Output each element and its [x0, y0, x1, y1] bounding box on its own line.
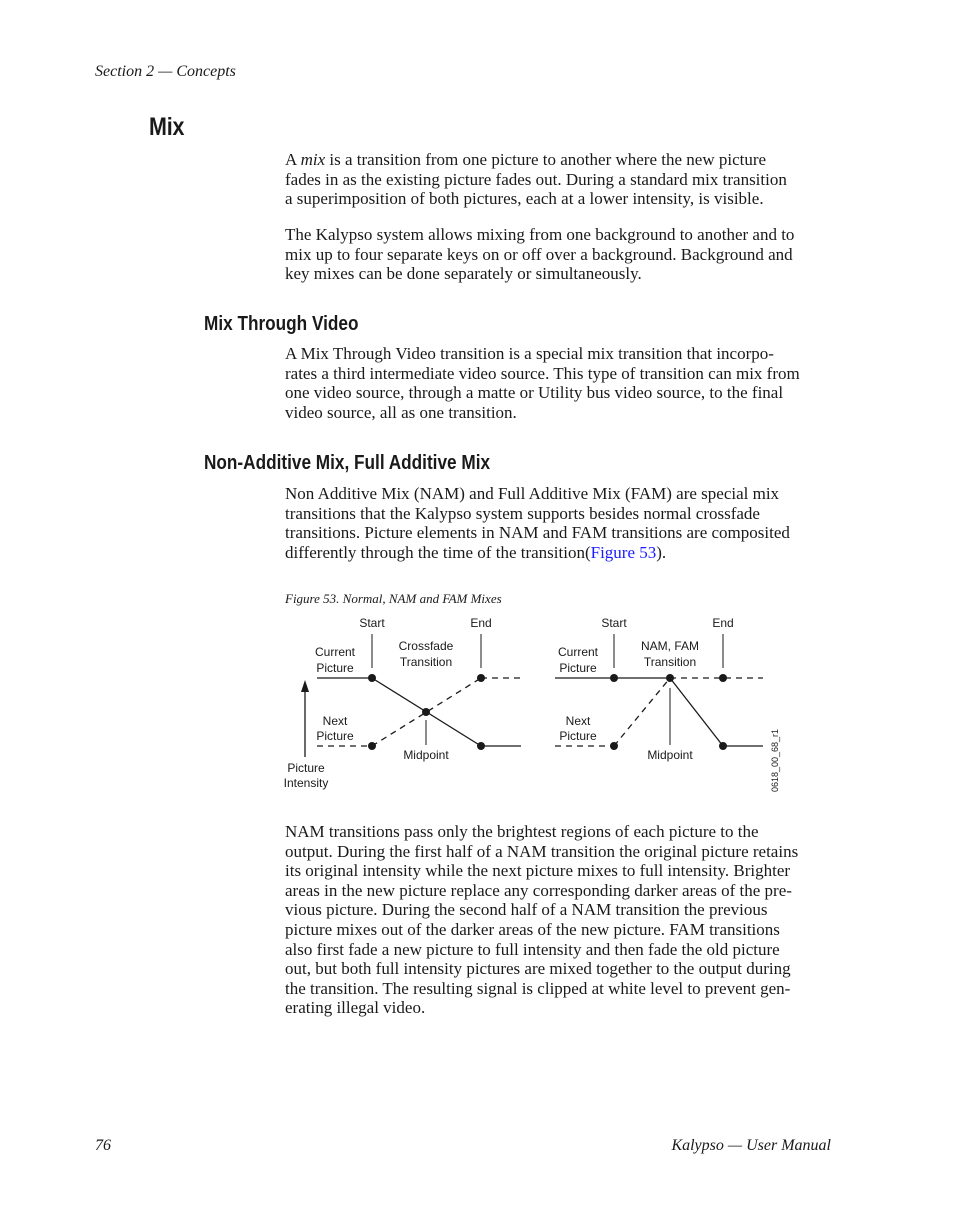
nam-midpoint-dot	[666, 674, 674, 682]
nam-start-point	[610, 674, 618, 682]
midpoint-dot	[422, 708, 430, 716]
nam-fam-diagram	[555, 616, 763, 762]
nam-next-label-2: Picture	[559, 729, 597, 743]
current-label-2: Picture	[316, 661, 354, 675]
next-label-1: Next	[322, 714, 348, 728]
manual-title: Kalypso — User Manual	[671, 1137, 831, 1154]
nam-current-label-2: Picture	[559, 661, 597, 675]
nam-midpoint-label: Midpoint	[647, 748, 693, 762]
figure-caption: Figure 53. Normal, NAM and FAM Mixes	[285, 591, 502, 606]
current-label-1: Current	[314, 645, 356, 659]
figure-53-link[interactable]: Figure 53	[590, 542, 657, 562]
mix-paragraph-2: The Kalypso system allows mixing from one background to another and to mix up to four separate keys on or off over a background. Background and key mixes can be done separately or simultaneously.	[285, 225, 795, 284]
running-head: Section 2 — Concepts	[95, 63, 236, 80]
next-start-point	[368, 742, 376, 750]
transition-label-2: Transition	[399, 655, 453, 669]
nam-current-label-1: Current	[557, 645, 599, 659]
page-number: 76	[95, 1137, 111, 1154]
intensity-label-1: Picture	[287, 761, 325, 775]
nam-transition-label-1: NAM, FAM	[640, 639, 700, 653]
heading-mix: Mix	[149, 113, 185, 141]
nam-transition-label-2: Transition	[643, 655, 697, 669]
start-label: Start	[359, 616, 385, 630]
transition-label-1: Crossfade	[398, 639, 454, 653]
nam-fam-paragraph-2: NAM transitions pass only the brightest regions of each picture to the output. During the first half of a NAM transition the original picture retains its original intensity while the next picture mixes to full intensity. Brighter areas in the new picture replace any corresponding darker areas of the pre- vious picture. During the second half of a NAM transition the previous picture mixes out of the darker areas of the new picture. FAM transitions also first fade a new picture to full intensity and then fade the old picture out, but both full intensity pictures are mixed together to the output during the transition. The resulting signal is clipped at white level to prevent gen- erating illegal video.	[285, 822, 799, 1018]
crossfade-diagram	[284, 616, 521, 790]
nam-current-picture-fade-line	[670, 678, 723, 746]
nam-next-label-1: Next	[565, 714, 591, 728]
midpoint-label: Midpoint	[403, 748, 449, 762]
nam-fam-paragraph-1: Non Additive Mix (NAM) and Full Additive Mix (FAM) are special mix transitions that the Kalypso system supports besides normal crossfade transitions. Picture elements in NAM and FAM transitions are composited differently through the time of the transition(Figure 53).	[285, 484, 790, 562]
heading-nam-fam: Non-Additive Mix, Full Additive Mix	[204, 452, 491, 474]
heading-mix-through-video: Mix Through Video	[204, 313, 359, 335]
end-label: End	[470, 616, 492, 630]
start-point	[368, 674, 376, 682]
mix-through-video-paragraph: A Mix Through Video transition is a special mix transition that incorpo- rates a third intermediate video source. This type of transition can mix from one video source, through a matte or Utility bus video source, to the final video source, all as one transition.	[285, 344, 800, 422]
next-label-2: Picture	[316, 729, 354, 743]
intensity-label-2: Intensity	[283, 776, 329, 790]
nam-end-top-point	[719, 674, 727, 682]
figure-id: 0618_00_68_r1	[770, 728, 780, 792]
nam-next-start-point	[610, 742, 618, 750]
mix-paragraph-1: A mix is a transition from one picture to another where the new picture fades in as the existing picture fades out. During a standard mix transition a superimposition of both pictures, each at a lower intensity, is visible.	[285, 150, 787, 209]
end-top-point	[477, 674, 485, 682]
nam-end-label: End	[712, 616, 734, 630]
mix-term: mix	[300, 150, 326, 169]
end-bottom-point	[477, 742, 485, 750]
nam-next-picture-fade-line	[614, 678, 670, 746]
intensity-arrow-head-icon	[301, 680, 309, 692]
nam-start-label: Start	[601, 616, 627, 630]
nam-end-bottom-point	[719, 742, 727, 750]
